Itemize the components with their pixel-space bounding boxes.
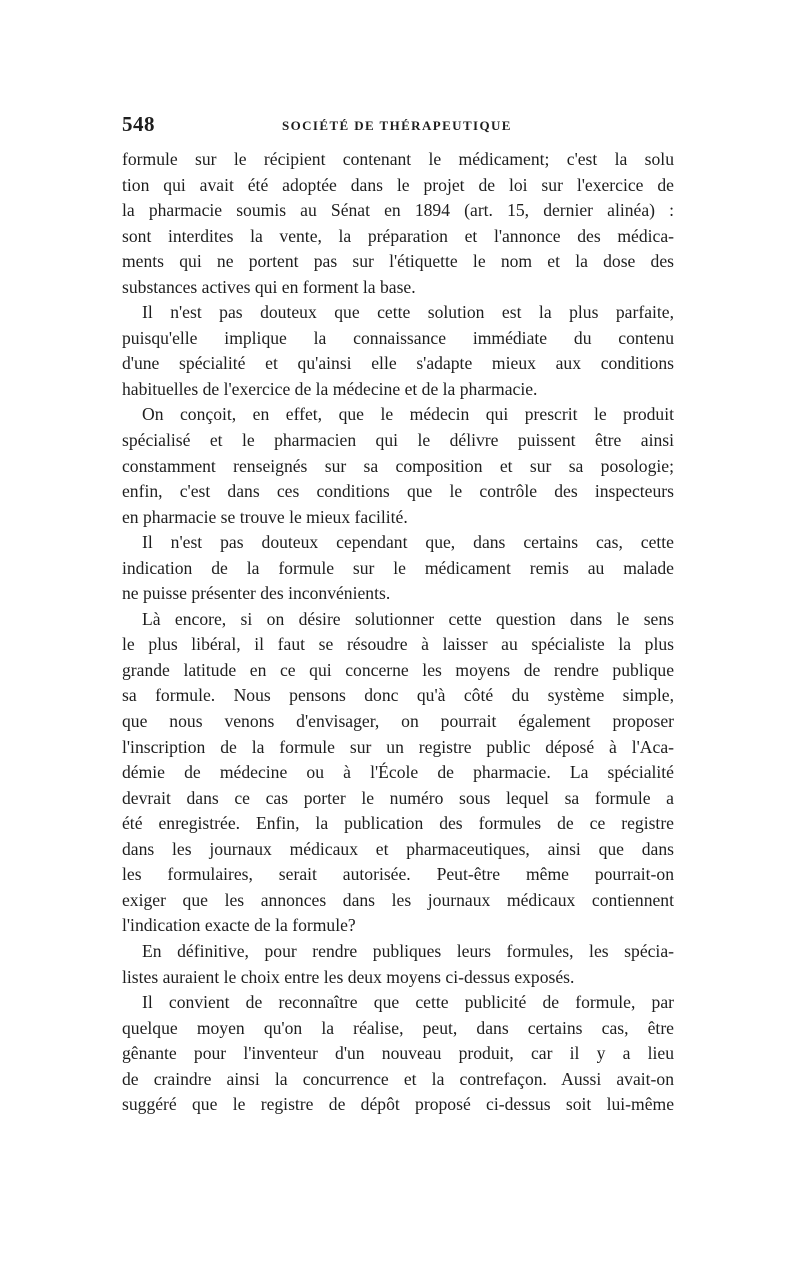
text-line: On conçoit, en effet, que le médecin qui prescrit le produit (142, 404, 674, 425)
text-line: sa formule. Nous pensons donc qu'à côté du système simple, (122, 685, 674, 706)
text-line: en pharmacie se trouve le mieux facilité. (122, 506, 408, 527)
text-line: exiger que les annonces dans les journaux médicaux contiennent (122, 889, 674, 910)
text-line: tion qui avait été adoptée dans le projet de loi sur l'exercice de (122, 174, 674, 195)
text-line: constamment renseignés sur sa composition et sur sa posologie; (122, 455, 674, 476)
text-line: d'une spécialité et qu'ainsi elle s'adapte mieux aux conditions (122, 353, 674, 374)
text-line: été enregistrée. Enfin, la publication des formules de ce registre (122, 813, 674, 834)
text-line: listes auraient le choix entre les deux moyens ci-dessus exposés. (122, 966, 575, 987)
text-line: Il n'est pas douteux cependant que, dans certains cas, cette (142, 532, 674, 553)
text-line: ments qui ne portent pas sur l'étiquette le nom et la dose des (122, 251, 674, 272)
text-line: le plus libéral, il faut se résoudre à laisser au spécialiste la plus (122, 634, 674, 655)
text-line: l'inscription de la formule sur un registre public déposé à l'Aca- (122, 736, 674, 757)
body-text (122, 147, 674, 1118)
text-line: indication de la formule sur le médicament remis au malade (122, 557, 674, 578)
text-line: grande latitude en ce qui concerne les moyens de rendre publique (122, 659, 674, 680)
text-line: enfin, c'est dans ces conditions que le contrôle des inspecteurs (122, 481, 674, 502)
text-line: spécialisé et le pharmacien qui le délivre puissent être ainsi (122, 430, 674, 451)
text-line: gênante pour l'inventeur d'un nouveau produit, car il y a lieu (122, 1043, 674, 1064)
text-line: dans les journaux médicaux et pharmaceutiques, ainsi que dans (122, 838, 674, 859)
text-line: de craindre ainsi la concurrence et la contrefaçon. Aussi avait-on (122, 1068, 674, 1089)
text-line: quelque moyen qu'on la réalise, peut, dans certains cas, être (122, 1017, 674, 1038)
text-line: l'indication exacte de la formule? (122, 915, 356, 936)
running-head (122, 112, 672, 140)
text-line: Il convient de reconnaître que cette publicité de formule, par (142, 992, 674, 1013)
page-number: 548 (122, 112, 155, 136)
text-line: la pharmacie soumis au Sénat en 1894 (art. 15, dernier alinéa) : (122, 200, 674, 221)
text-line: démie de médecine ou à l'École de pharmacie. La spécialité (122, 762, 674, 783)
text-line: puisqu'elle implique la connaissance immédiate du contenu (122, 327, 674, 348)
text-line: les formulaires, serait autorisée. Peut-être même pourrait-on (122, 864, 674, 885)
text-line: habituelles de l'exercice de la médecine et de la pharmacie. (122, 378, 538, 399)
text-line: Là encore, si on désire solutionner cette question dans le sens (142, 608, 674, 629)
text-line: devrait dans ce cas porter le numéro sous lequel sa formule a (122, 787, 674, 808)
text-line: formule sur le récipient contenant le médicament; c'est la solu (122, 149, 674, 169)
text-line: En définitive, pour rendre publiques leurs formules, les spécia- (142, 940, 674, 961)
text-line: suggéré que le registre de dépôt proposé ci-dessus soit lui-même (122, 1094, 674, 1115)
running-title: SOCIÉTÉ DE THÉRAPEUTIQUE (282, 118, 512, 133)
text-line: sont interdites la vente, la préparation et l'annonce des médica- (122, 225, 674, 246)
text-line: que nous venons d'envisager, on pourrait également proposer (122, 711, 674, 732)
text-line: Il n'est pas douteux que cette solution est la plus parfaite, (142, 302, 674, 323)
text-line: substances actives qui en forment la base. (122, 276, 416, 297)
text-line: ne puisse présenter des inconvénients. (122, 583, 391, 604)
